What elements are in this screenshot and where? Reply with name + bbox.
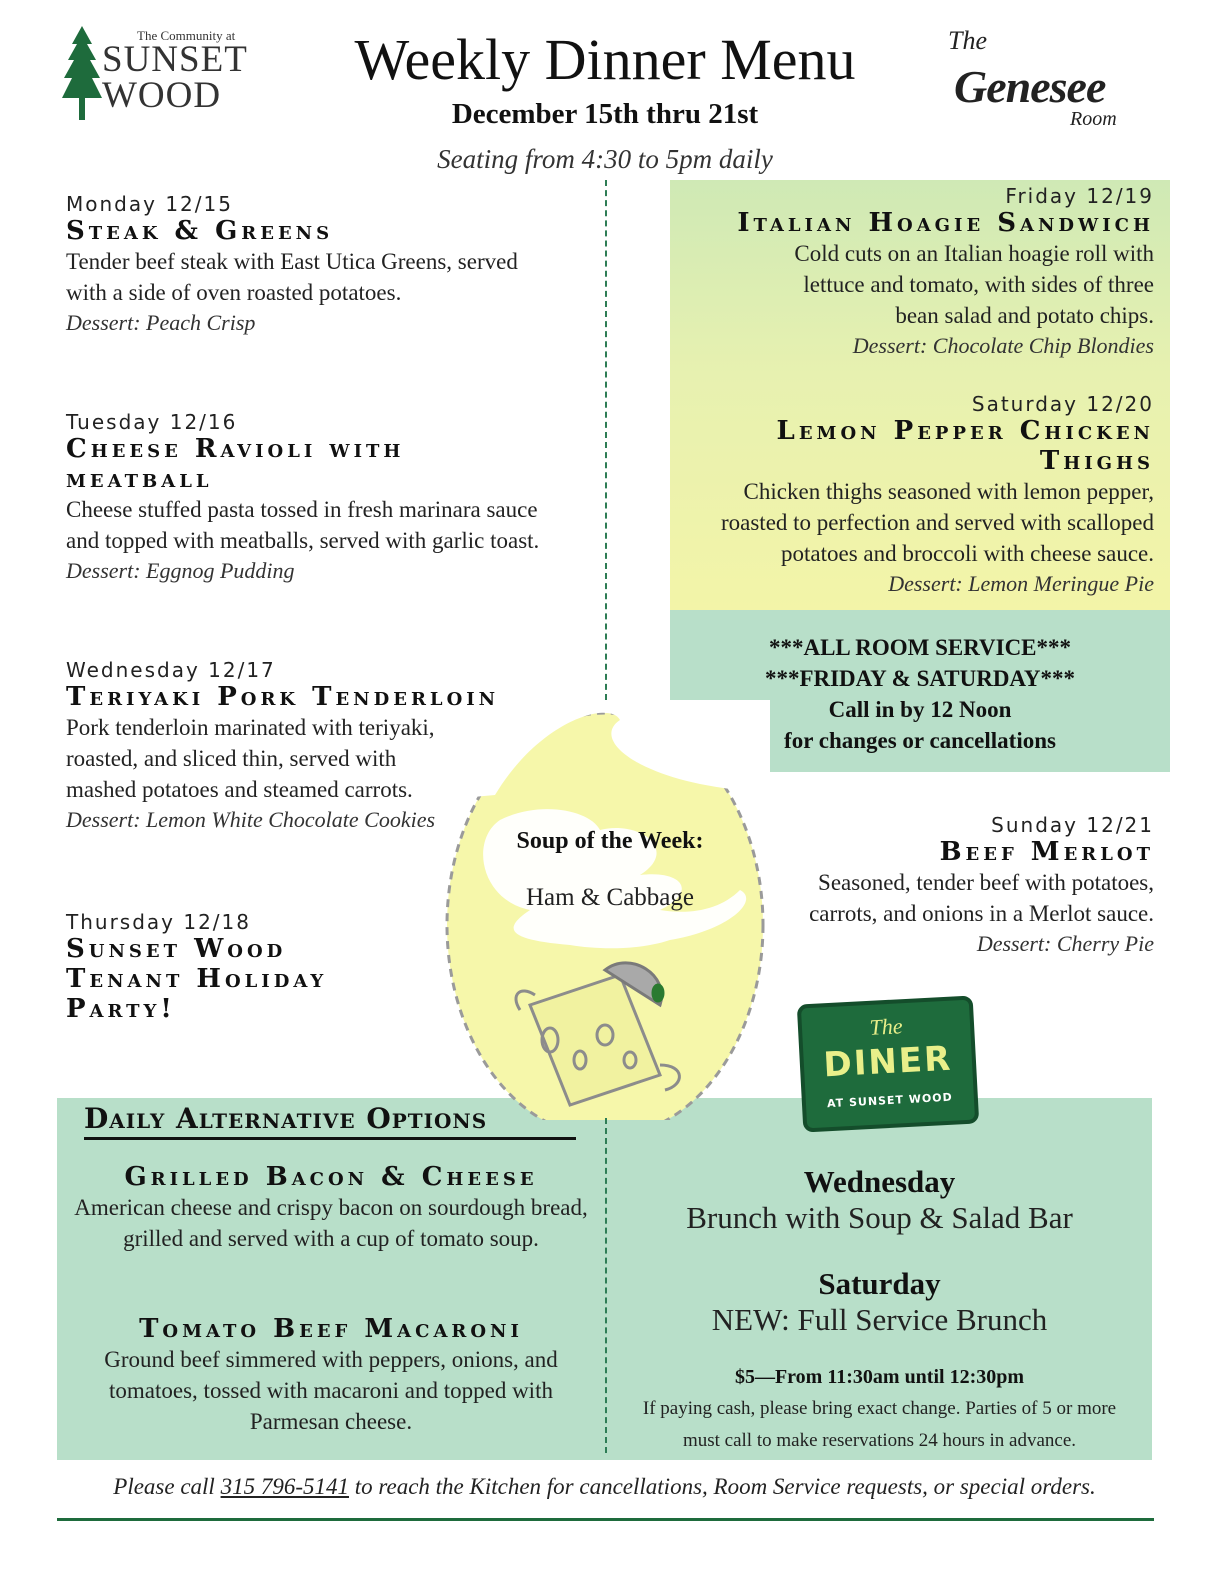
tuesday-menu [66,410,586,586]
notice-line-4: for changes or cancellations [784,728,1056,753]
dessert: Dessert: Peach Crisp [66,310,256,335]
genesee-room-logo [940,26,1140,136]
saturday-brunch-desc: NEW: Full Service Brunch [711,1302,1048,1337]
day-label: Thursday 12/18 [66,910,251,934]
pine-tree-icon [62,26,102,122]
seating-info: Seating from 4:30 to 5pm daily [437,144,773,174]
friday-menu [680,184,1154,361]
notice-line-2: ***FRIDAY & SATURDAY*** [764,666,1076,691]
page-title: Weekly Dinner Menu [354,27,856,92]
dessert: Dessert: Eggnog Pudding [66,558,295,583]
wednesday-menu [66,658,586,835]
room-service-notice [670,632,1170,756]
brunch-info [607,1164,1152,1457]
genesee-name: Genesee [954,61,1106,112]
alt-item-2 [57,1314,605,1437]
brunch-price: $5—From 11:30am until 12:30pm [734,1366,1025,1388]
dish-name: Cheese Ravioli with meatball [66,434,405,494]
day-label: Sunday 12/21 [991,813,1154,837]
logo-top-text: The Community at [137,28,236,43]
diner-sub: AT SUNSET WOOD [826,1090,954,1111]
dish-description: Chicken thighs seasoned with lemon pepper, roasted to perfection and served with scalloped potatoes and broccoli with cheese sauce. [720,479,1154,566]
footer-post: to reach the Kitchen for cancellations, Room Service requests, or special orders. [349,1474,1096,1499]
dish-name: Italian Hoagie Sandwich [737,208,1154,238]
saturday-menu [680,392,1154,599]
genesee-the: The [948,26,987,55]
dish-name: Beef Merlot [939,837,1154,867]
day-label: Friday 12/19 [1005,184,1154,208]
alt-item-1 [57,1162,605,1254]
dish-name: Teriyaki Pork Tenderloin [66,682,500,712]
date-range: December 15th thru 21st [451,98,759,130]
footer-pre: Please call [113,1474,221,1499]
alternatives-heading: Daily Alternative Options [84,1102,576,1140]
dessert: Dessert: Lemon White Chocolate Cookies [66,807,436,832]
alt-dish-description: American cheese and crispy bacon on sourdough bread, grilled and served with a cup of tomato soup. [74,1195,588,1251]
dish-description: Cheese stuffed pasta tossed in fresh marinara sauce and topped with meatballs, served with garlic toast. [66,497,540,553]
dish-description: Cold cuts on an Italian hoagie roll with lettuce and tomato, with sides of three bean salad and potato chips. [794,241,1154,328]
alt-dish-name: Grilled Bacon & Cheese [124,1162,538,1192]
dish-name: Sunset Wood Tenant Holiday Party! [66,934,328,1024]
kitchen-phone-link[interactable]: 315 796-5141 [220,1474,349,1499]
day-label: Tuesday 12/16 [66,410,238,434]
day-label: Wednesday 12/17 [66,658,276,682]
brunch-note: If paying cash, please bring exact change. Parties of 5 or more must call to make reservations 24 hours in advance. [642,1398,1117,1451]
wednesday-brunch-day: Wednesday [803,1164,956,1199]
alt-dish-name: Tomato Beef Macaroni [139,1314,523,1344]
day-label: Saturday 12/20 [971,392,1154,416]
dish-name: Steak & Greens [66,216,334,246]
thursday-menu [66,910,386,1024]
diner-the: The [868,1013,904,1040]
dish-name: Lemon Pepper Chicken Thighs [776,416,1154,476]
dessert: Dessert: Lemon Meringue Pie [888,571,1154,596]
wednesday-brunch-desc: Brunch with Soup & Salad Bar [686,1200,1073,1235]
divider-top [605,180,607,700]
logo-wood: WOOD [102,75,222,116]
sunday-menu [760,813,1154,959]
sunset-wood-logo [62,26,262,126]
dish-description: Pork tenderloin marinated with teriyaki, roasted, and sliced thin, served with mashed potatoes and steamed carrots. [66,715,435,802]
diner-name: DINER [822,1038,954,1086]
monday-menu [66,192,586,338]
saturday-brunch-day: Saturday [818,1266,941,1301]
notice-line-3: Call in by 12 Noon [828,697,1012,722]
dessert: Dessert: Cherry Pie [976,931,1154,956]
logo-sunset: SUNSET [102,39,248,80]
dessert: Dessert: Chocolate Chip Blondies [852,333,1154,358]
day-label: Monday 12/15 [66,192,233,216]
dish-description: Tender beef steak with East Utica Greens, served with a side of oven roasted potatoes. [66,249,518,305]
footer-rule [57,1518,1154,1521]
notice-line-1: ***ALL ROOM SERVICE*** [768,635,1072,660]
dish-description: Seasoned, tender beef with potatoes, carrots, and onions in a Merlot sauce. [809,870,1154,926]
soup-name: Ham & Cabbage [525,884,694,911]
soup-label: Soup of the Week: [516,828,704,854]
alt-dish-description: Ground beef simmered with peppers, onions, and tomatoes, tossed with macaroni and topped with Parmesan cheese. [104,1347,558,1434]
genesee-room: Room [1070,108,1117,130]
footer-text [57,1474,1152,1500]
diner-logo [797,995,979,1132]
